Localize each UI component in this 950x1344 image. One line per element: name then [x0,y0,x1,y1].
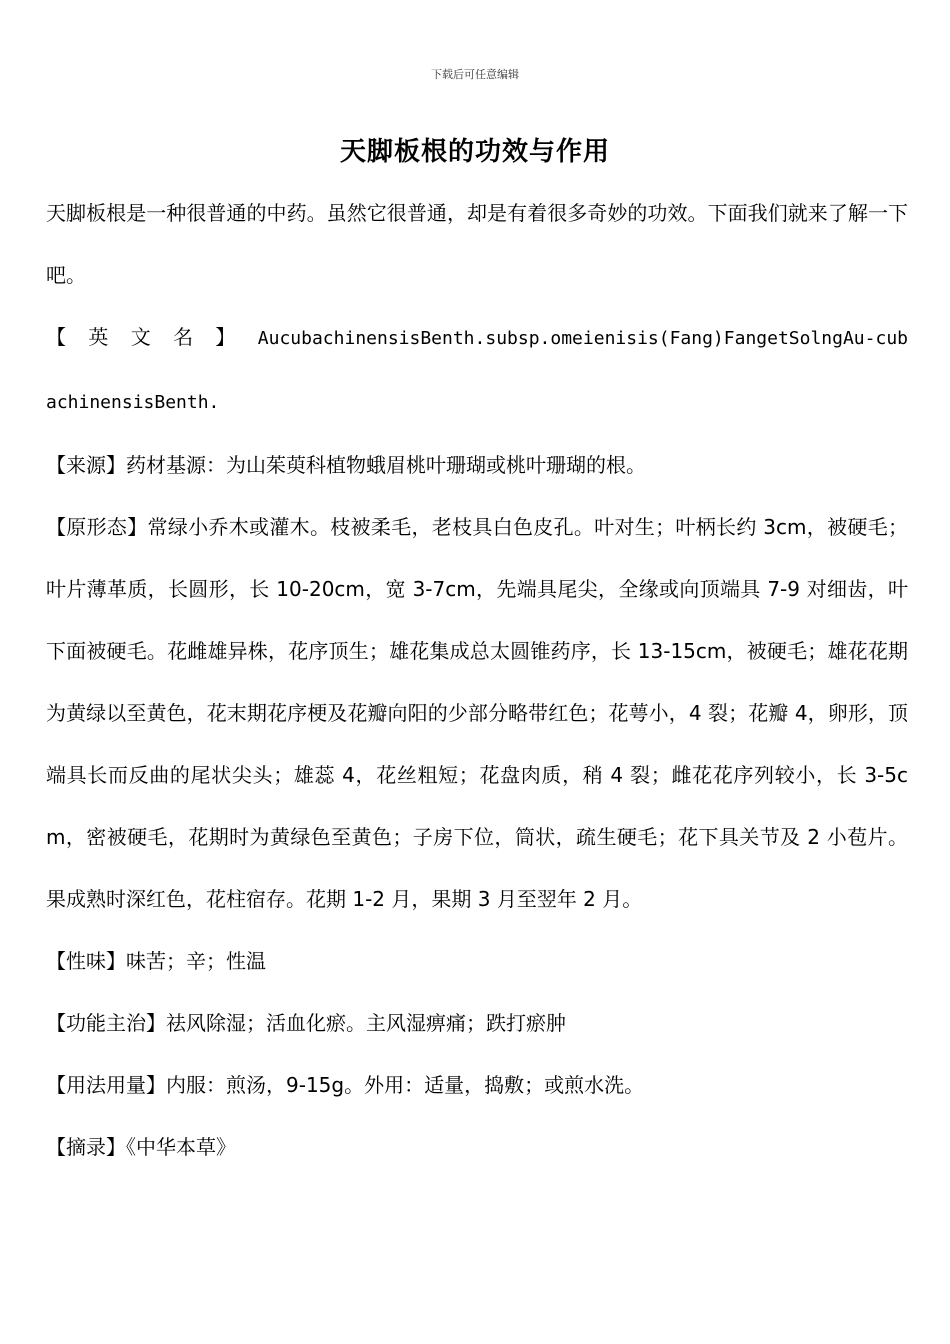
english-name-text: AucubachinensisBenth.subsp.omeienisis(Fang)FangetSolngAu-cubachinensisBenth. [46,328,908,413]
english-name-paragraph [46,306,908,434]
excerpt-paragraph [46,1116,908,1178]
taste-paragraph [46,930,908,992]
page-title: 天脚板根的功效与作用 [339,137,610,167]
taste-label: 【性味】 [46,949,126,973]
intro-paragraph: 天脚板根是一种很普通的中药。虽然它很普通，却是有着很多奇妙的功效。下面我们就来了解一下吧。 [46,201,908,287]
morphology-paragraph [46,496,908,930]
taste-text: 味苦；辛；性温 [126,949,266,973]
morphology-text: 常绿小乔木或灌木。枝被柔毛，老枝具白色皮孔。叶对生；叶柄长约 3cm，被硬毛；叶片薄革质，长圆形，长 10-20cm，宽 3-7cm，先端具尾尖，全缘或向顶端具 7-9 对细齿，叶下面被硬毛。花雌雄异株，花序顶生；雄花集成总太圆锥药序，长 13-15cm，被硬毛；雄花花期为黄绿以至黄色，花末期花序梗及花瓣向阳的少部分略带红色；花萼小，4 裂；花瓣 4，卵形，顶端具长而反曲的尾状尖头；雄蕊 4，花丝粗短；花盘肉质，稍 4 裂；雌花花序列较小，长 3-5cm，密被硬毛，花期时为黄绿色至黄色；子房下位，筒状，疏生硬毛；花下具关节及 2 小苞片。果成熟时深红色，花柱宿存。花期 1-2 月，果期 3 月至翌年 2 月。 [46,515,909,911]
header-note: 下载后可任意编辑 [431,68,519,81]
function-label: 【功能主治】 [46,1011,166,1035]
usage-paragraph [46,1054,908,1116]
function-text: 祛风除湿；活血化瘀。主风湿痹痛；跌打瘀肿 [166,1011,566,1035]
source-paragraph [46,434,908,496]
usage-text: 内服：煎汤，9-15g。外用：适量，捣敷；或煎水洗。 [166,1073,645,1097]
excerpt-text: 《中华本草》 [126,1135,236,1159]
morphology-label: 【原形态】 [46,515,148,539]
usage-label: 【用法用量】 [46,1073,166,1097]
source-text: 药材基源：为山茱萸科植物蛾眉桃叶珊瑚或桃叶珊瑚的根。 [126,453,646,477]
document-body [46,182,908,1178]
function-paragraph [46,992,908,1054]
excerpt-label: 【摘录】 [46,1135,126,1159]
english-name-label: 【英文名】 [46,325,258,349]
source-label: 【来源】 [46,453,126,477]
